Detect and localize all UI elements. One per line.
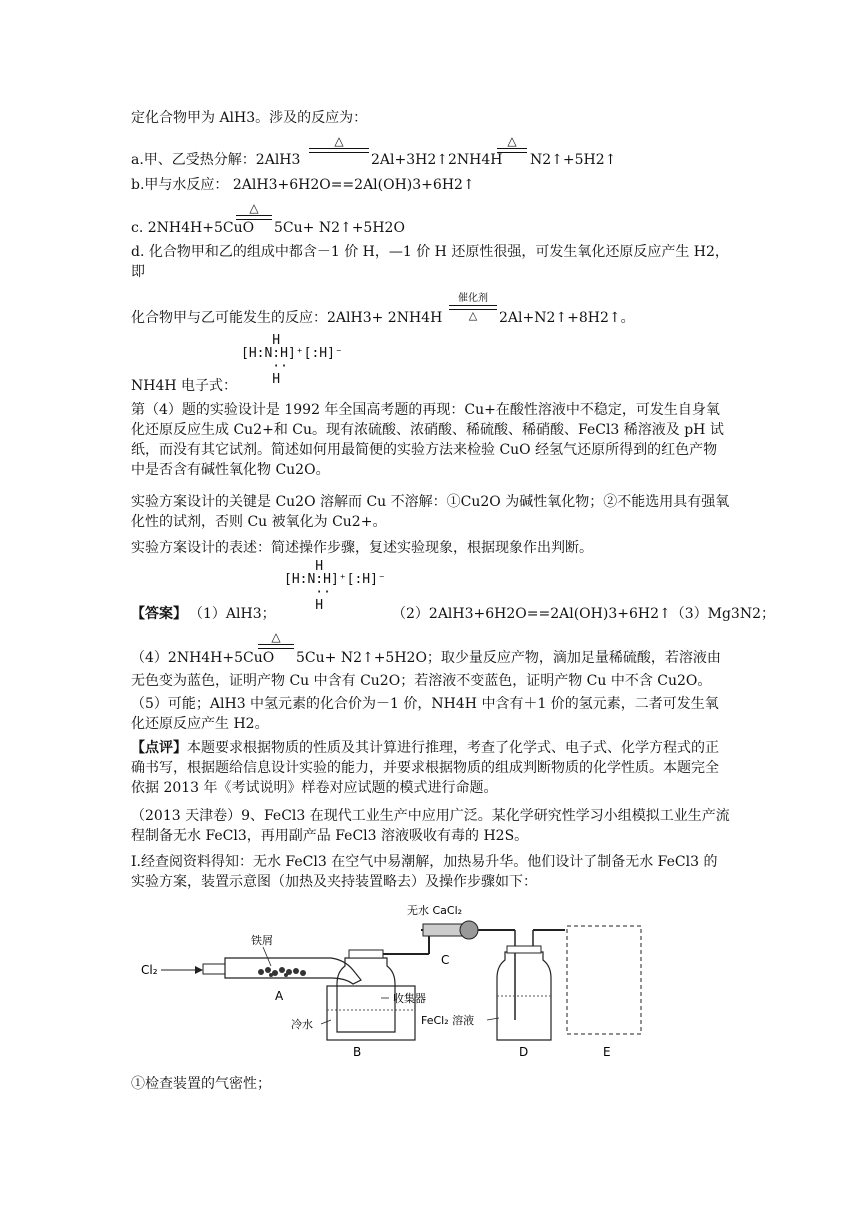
heat-condition: △ <box>497 135 527 153</box>
answer-5: （5）可能；AlH3 中氢元素的化合价为－1 价，NH4H 中含有＋1 价的氢元素，二者可发生氧化还原反应产生 H2。 <box>131 696 719 732</box>
reaction-a-part3: 2NH4H <box>448 152 503 168</box>
label-D: D <box>519 1045 529 1059</box>
answer-4-part2: 5Cu+ N2↑+5H2O；取少量反应产物，滴加足量稀硫酸，若溶液由 <box>296 650 721 666</box>
reaction-b: b.甲与水反应： 2AlH3+6H2O==2Al(OH)3+6H2↑ <box>131 177 475 193</box>
heat-condition: △ <box>309 135 369 153</box>
cl2-label: Cl₂ <box>141 963 158 977</box>
answer-4-part1: （4）2NH4H+5CuO <box>131 650 275 666</box>
electron-formula: H [H:N:H]⁺[:H]⁻ ·· H <box>241 333 343 387</box>
review-paragraph <box>131 738 731 798</box>
question4-paragraph: 第（4）题的实验设计是 1992 年全国高考题的再现：Cu+在酸性溶液中不稳定，可发生自身氧化还原反应生成 Cu2+和 Cu。现有浓硫酸、浓硝酸、稀硫酸、稀硝酸、FeCl3 稀溶液及 pH 试纸，而没有其它试剂。简述如何用最简便的实验方法来检验 CuO 经氢气还原所得到的红色产物中是否含有碱性氧化物 Cu2O。 <box>131 402 724 478</box>
answer-4-part3: 无色变为蓝色，证明产物 Cu 中含有 Cu2O；若溶液不变蓝色，证明产物 Cu 中不含 Cu2O。 <box>131 673 712 689</box>
reaction-ab-part1: 化合物甲与乙可能发生的反应：2AlH3+ 2NH4H <box>131 310 443 326</box>
label-A: A <box>275 989 284 1003</box>
reaction-a-part2: 2Al+3H2↑ <box>371 152 448 168</box>
review-label: 【点评】 <box>131 740 187 756</box>
coldwater-label: 冷水 <box>291 1018 313 1031</box>
collector-label: 收集器 <box>393 992 426 1005</box>
reaction-d: d. 化合物甲和乙的组成中都含－1 价 H，—1 价 H 还原性很强，可发生氧化还原反应产生 H2，即 <box>131 244 729 280</box>
question9-part1: I.经查阅资料得知：无水 FeCl3 在空气中易潮解，加热易升华。他们设计了制备无水 FeCl3 的实验方案，装置示意图（加热及夹持装置略去）及操作步骤如下： <box>131 854 718 890</box>
reaction-a-part1: a.甲、乙受热分解：2AlH3 <box>131 152 301 168</box>
iron-filings <box>258 967 306 977</box>
label-E: E <box>603 1045 611 1059</box>
answer-label: 【答案】 <box>131 606 187 622</box>
apparatus-diagram <box>131 900 651 1060</box>
electron-formula: H [H:N:H]⁺[:H]⁻ ·· H <box>284 559 386 613</box>
reaction-c-part2: 5Cu+ N2↑+5H2O <box>274 220 405 236</box>
reaction-a-part4: N2↑+5H2↑ <box>530 152 617 168</box>
question9-intro: （2013 天津卷）9、FeCl3 在现代工业生产中应用广泛。某化学研究性学习小组模拟工业生产流程制备无水 FeCl3，再用副产品 FeCl3 溶液吸收有毒的 H2S。 <box>131 808 730 844</box>
label-B: B <box>353 1045 362 1059</box>
answer-2-3: （2）2AlH3+6H2O==2Al(OH)3+6H2↑（3）Mg3N2； <box>392 606 775 622</box>
reaction-ab-part2: 2Al+N2↑+8H2↑。 <box>499 310 635 326</box>
review-text: 本题要求根据物质的性质及其计算进行推理，考查了化学式、电子式、化学方程式的正确书写，根据题给信息设计实验的能力，并要求根据物质的组成判断物质的化学性质。本题完全依据 2013 年《考试说明》样卷对应试题的模式进行命题。 <box>131 740 719 796</box>
iron-label: 铁屑 <box>251 934 273 947</box>
heat-condition: △ <box>236 202 272 220</box>
nh4h-electron-label: NH4H 电子式： <box>131 378 238 394</box>
label-C: C <box>441 953 450 967</box>
heat-condition: △ <box>258 631 294 649</box>
design-statement: 实验方案设计的表述：简述操作步骤，复述实验现象，根据现象作出判断。 <box>131 540 593 556</box>
step-1: ①检查装置的气密性； <box>131 1076 271 1092</box>
reaction-intro: 定化合物甲为 AlH3。涉及的反应为： <box>131 110 368 126</box>
catalyst-heat-condition: 催化剂 △ <box>449 292 497 322</box>
reaction-c-part1: c. 2NH4H+5CuO <box>131 220 255 236</box>
design-key-paragraph: 实验方案设计的关键是 Cu2O 溶解而 Cu 不溶解：①Cu2O 为碱性氧化物；②不能选用具有强氧化性的试剂，否则 Cu 被氧化为 Cu2+。 <box>131 494 730 530</box>
answer-1: （1）AlH3； <box>189 606 276 622</box>
cacl2-label: 无水 CaCl₂ <box>407 904 463 917</box>
fecl2-label: FeCl₂ 溶液 <box>421 1014 475 1027</box>
